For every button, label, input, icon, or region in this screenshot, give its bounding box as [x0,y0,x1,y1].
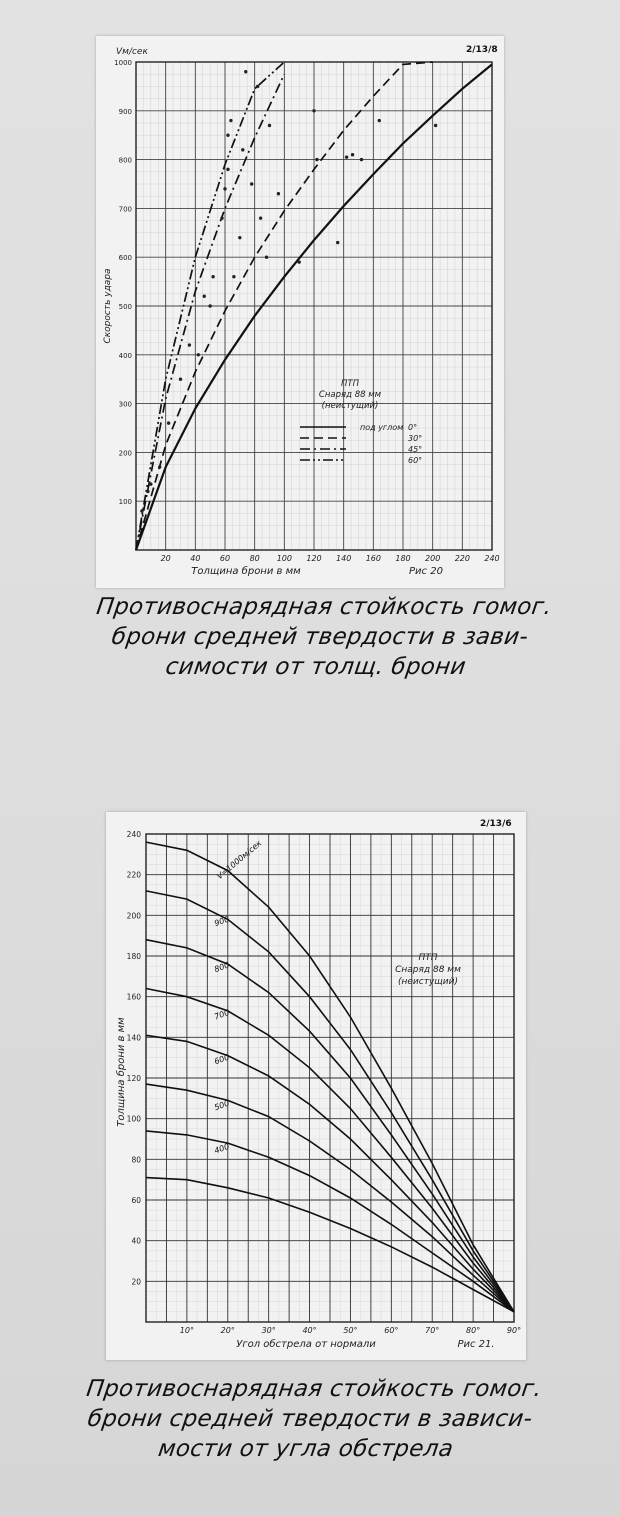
caption-line: брони средней твердости в зависи- [85,1406,535,1432]
y-axis-label: Скорость удара [103,268,113,344]
x-tick-label: 70° [425,1326,440,1335]
figure-21-photo [106,812,526,1360]
y-tick-label: 300 [118,400,132,409]
y-tick-label: 100 [126,1114,141,1124]
data-point [265,256,268,259]
figure-corner-tag: 2/13/8 [466,45,498,55]
data-point [238,236,241,239]
caption-line: Противоснарядная стойкость гомог. [94,594,554,620]
x-tick-label: 200 [425,554,441,563]
x-tick-label: 100 [276,554,292,563]
curve-label: 500 [213,1098,231,1113]
x-tick-label: 30° [261,1326,276,1335]
figure-20-photo [96,36,504,588]
x-tick-label: 20° [220,1326,235,1335]
y-tick-label: 400 [118,351,132,360]
y-tick-label: 180 [126,952,141,961]
data-point [277,192,280,195]
y-tick-label: 80 [131,1155,141,1165]
legend-entry: 0° [408,423,418,432]
legend-title-line: (неистущий) [398,977,458,987]
caption-line: Противоснарядная стойкость гомог. [84,1376,544,1402]
data-point [226,168,229,171]
data-point [256,85,259,88]
data-point [259,216,262,219]
data-point [149,482,152,485]
y-axis-label: Толщина брони в мм [116,1017,127,1127]
data-point [208,304,211,307]
y-tick-label: 40 [131,1236,141,1246]
x-tick-label: 10° [179,1326,194,1335]
y-unit-label: Vм/сек [116,47,148,57]
data-point [179,378,182,381]
y-tick-label: 100 [118,498,132,507]
legend-title-line: (неистущий) [321,401,379,411]
curve-label: 800 [213,960,231,975]
x-tick-label: 80° [466,1326,481,1335]
x-tick-label: 240 [484,554,500,563]
curve-label: V=1000м/сек [215,838,264,882]
data-point [336,241,339,244]
x-tick-label: 80 [249,554,260,563]
data-point [167,421,170,424]
data-point [140,509,143,512]
y-tick-label: 200 [118,449,132,458]
legend-entry: 45° [408,445,423,454]
x-tick-label: 160 [365,554,381,563]
chart-armor-velocity-vs-thickness [96,36,504,588]
y-tick-label: 200 [126,911,141,921]
data-point [146,490,149,493]
y-tick-label: 800 [118,156,132,165]
x-tick-label: 220 [454,554,470,563]
x-axis-label: Толщина брони в мм [191,566,301,577]
legend-title-line: ПТП [341,379,359,389]
data-point [197,353,200,356]
figure-label: Рис 20 [409,566,443,577]
data-point [345,155,348,158]
legend-entry: 60° [408,456,423,465]
x-axis-label: Угол обстрела от нормали [236,1339,376,1350]
legend-entry: 30° [408,434,423,443]
y-tick-label: 220 [126,870,141,880]
chart-armor-thickness-vs-angle [106,812,526,1360]
x-tick-label: 120 [306,554,322,563]
data-point [188,343,191,346]
x-tick-label: 90° [506,1326,522,1335]
figure-21-caption [14,1374,607,1464]
figure-label: Рис 21. [457,1339,495,1350]
data-point [241,148,244,151]
data-point [203,295,206,298]
y-tick-label: 700 [118,205,132,214]
y-tick-label: 140 [126,1033,141,1043]
data-point [229,119,232,122]
y-tick-label: 500 [118,303,132,311]
data-point [360,158,363,161]
data-point [211,275,214,278]
legend-title-line: Снаряд 88 мм [318,390,382,400]
curve-label: 700 [213,1007,231,1022]
legend-title-line: Снаряд 88 мм [395,965,461,975]
data-point [268,124,271,127]
x-tick-label: 60° [384,1326,399,1335]
y-tick-label: 900 [118,107,132,116]
data-point [297,260,300,263]
curve-label: 400 [213,1141,231,1156]
x-tick-label: 140 [336,554,352,563]
x-tick-label: 40 [190,554,201,563]
y-tick-label: 60 [131,1196,141,1205]
y-tick-label: 160 [126,992,141,1002]
data-point [315,158,318,161]
x-tick-label: 20 [160,554,171,563]
y-tick-label: 120 [126,1074,141,1083]
legend-title-line: ПТП [418,953,438,963]
data-point [158,465,161,468]
y-tick-label: 20 [131,1277,141,1287]
data-point [378,119,381,122]
y-tick-label: 1000 [114,59,132,67]
x-tick-label: 50° [343,1326,358,1335]
caption-line: симости от толщ. брони [163,654,468,680]
x-tick-label: 180 [395,554,411,563]
data-point [244,70,247,73]
data-point [232,275,235,278]
data-point [351,153,354,156]
figure-corner-tag: 2/13/6 [480,819,512,829]
y-tick-label: 240 [126,830,141,839]
figure-20-caption [34,592,607,682]
curve-label: 600 [213,1052,231,1067]
curve-label: 900 [213,914,231,929]
y-tick-label: 600 [118,254,132,263]
data-point [312,109,315,112]
data-point [434,124,437,127]
caption-line: брони средней твердости в зави- [110,624,530,650]
legend-header: под углом [360,423,404,432]
x-tick-label: 60 [219,554,231,563]
data-point [226,134,229,137]
data-point [250,182,253,185]
caption-line: мости от угла обстрела [156,1436,455,1462]
data-point [223,187,226,190]
x-tick-label: 40° [302,1326,317,1335]
data-point [220,216,223,219]
